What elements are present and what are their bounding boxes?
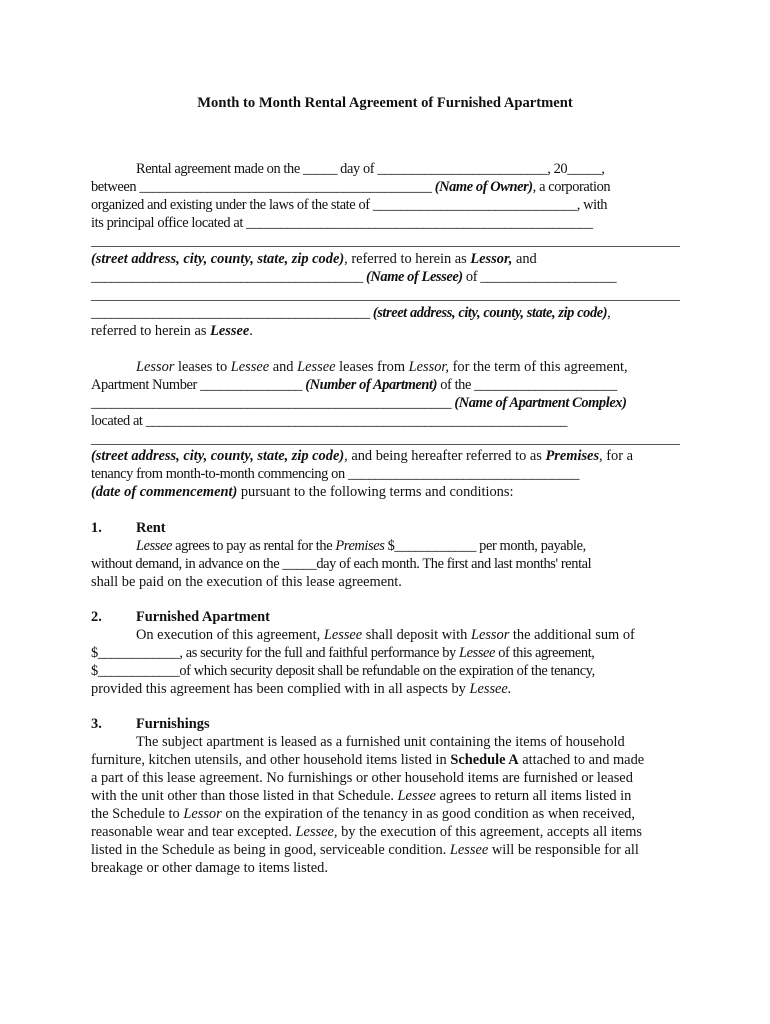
lease-line-7: (date of commencement) pursuant to the following terms and conditions: <box>91 484 514 500</box>
intro-line-6: ________________________________________ (Name of Lessee) of ____________________ <box>91 269 617 285</box>
blank-rule <box>91 300 680 301</box>
section-3-line-1: The subject apartment is leased as a furnished unit containing the items of household <box>136 734 625 750</box>
section-1-number: 1. <box>91 520 102 536</box>
section-2-line-2: $____________, as security for the full and faithful performance by Lessee of this agreement, <box>91 645 595 661</box>
section-3-line-7: listed in the Schedule as being in good, serviceable condition. Lessee will be responsible for all <box>91 842 639 858</box>
section-3-line-8: breakage or other damage to items listed. <box>91 860 328 876</box>
lease-line-6: tenancy from month-to-month commencing on __________________________________ <box>91 466 580 482</box>
section-3-line-3: a part of this lease agreement. No furnishings or other household items are furnished or leased <box>91 770 633 786</box>
section-2-line-3: $____________of which security deposit shall be refundable on the expiration of the tenancy, <box>91 663 595 679</box>
intro-line-8: referred to herein as Lessee. <box>91 323 253 339</box>
section-3-line-2: furniture, kitchen utensils, and other household items listed in Schedule A attached to and made <box>91 752 645 768</box>
section-1-heading: Rent <box>136 520 166 536</box>
section-3-line-5: the Schedule to Lessor on the expiration of the tenancy in as good condition as when received, <box>91 806 635 822</box>
intro-line-5: (street address, city, county, state, zip code), referred to herein as Lessor, and <box>91 251 537 267</box>
lease-line-2: Apartment Number _______________ (Number of Apartment) of the _____________________ <box>91 377 617 393</box>
section-2-line-1: On execution of this agreement, Lessee shall deposit with Lessor the additional sum of <box>136 627 635 643</box>
section-1-line-2: without demand, in advance on the _____day of each month. The first and last months' rental <box>91 556 592 572</box>
lease-line-1: Lessor leases to Lessee and Lessee leases from Lessor, for the term of this agreement, <box>136 359 628 375</box>
section-3-line-4: with the unit other than those listed in that Schedule. Lessee agrees to return all items listed in <box>91 788 632 804</box>
intro-line-3: organized and existing under the laws of the state of ______________________________, with <box>91 197 608 213</box>
intro-line-1: Rental agreement made on the _____ day of _________________________, 20_____, <box>136 161 605 177</box>
section-3-number: 3. <box>91 716 102 732</box>
lease-line-4: located at ______________________________________________________________ <box>91 413 568 429</box>
lease-line-5: (street address, city, county, state, zip code), and being hereafter referred to as Premises, for a <box>91 448 634 464</box>
intro-line-2: between ___________________________________________ (Name of Owner), a corporation <box>91 179 611 195</box>
section-3-line-6: reasonable wear and tear excepted. Lessee, by the execution of this agreement, accepts all items <box>91 824 643 840</box>
section-2-number: 2. <box>91 609 102 625</box>
intro-line-4: its principal office located at ___________________________________________________ <box>91 215 593 231</box>
document-title: Month to Month Rental Agreement of Furnished Apartment <box>197 95 573 111</box>
intro-line-7: _________________________________________ (street address, city, county, state, zip code), <box>91 305 611 321</box>
section-2-line-4: provided this agreement has been complied with in all aspects by Lessee. <box>91 681 512 697</box>
section-3-heading: Furnishings <box>136 716 210 732</box>
lease-line-3: _____________________________________________________ (Name of Apartment Complex) <box>91 395 627 411</box>
blank-rule <box>91 444 680 445</box>
section-1-line-1: Lessee agrees to pay as rental for the Premises $____________ per month, payable, <box>136 538 586 554</box>
section-2-heading: Furnished Apartment <box>136 609 270 625</box>
blank-rule <box>91 246 680 247</box>
section-1-line-3: shall be paid on the execution of this lease agreement. <box>91 574 402 590</box>
